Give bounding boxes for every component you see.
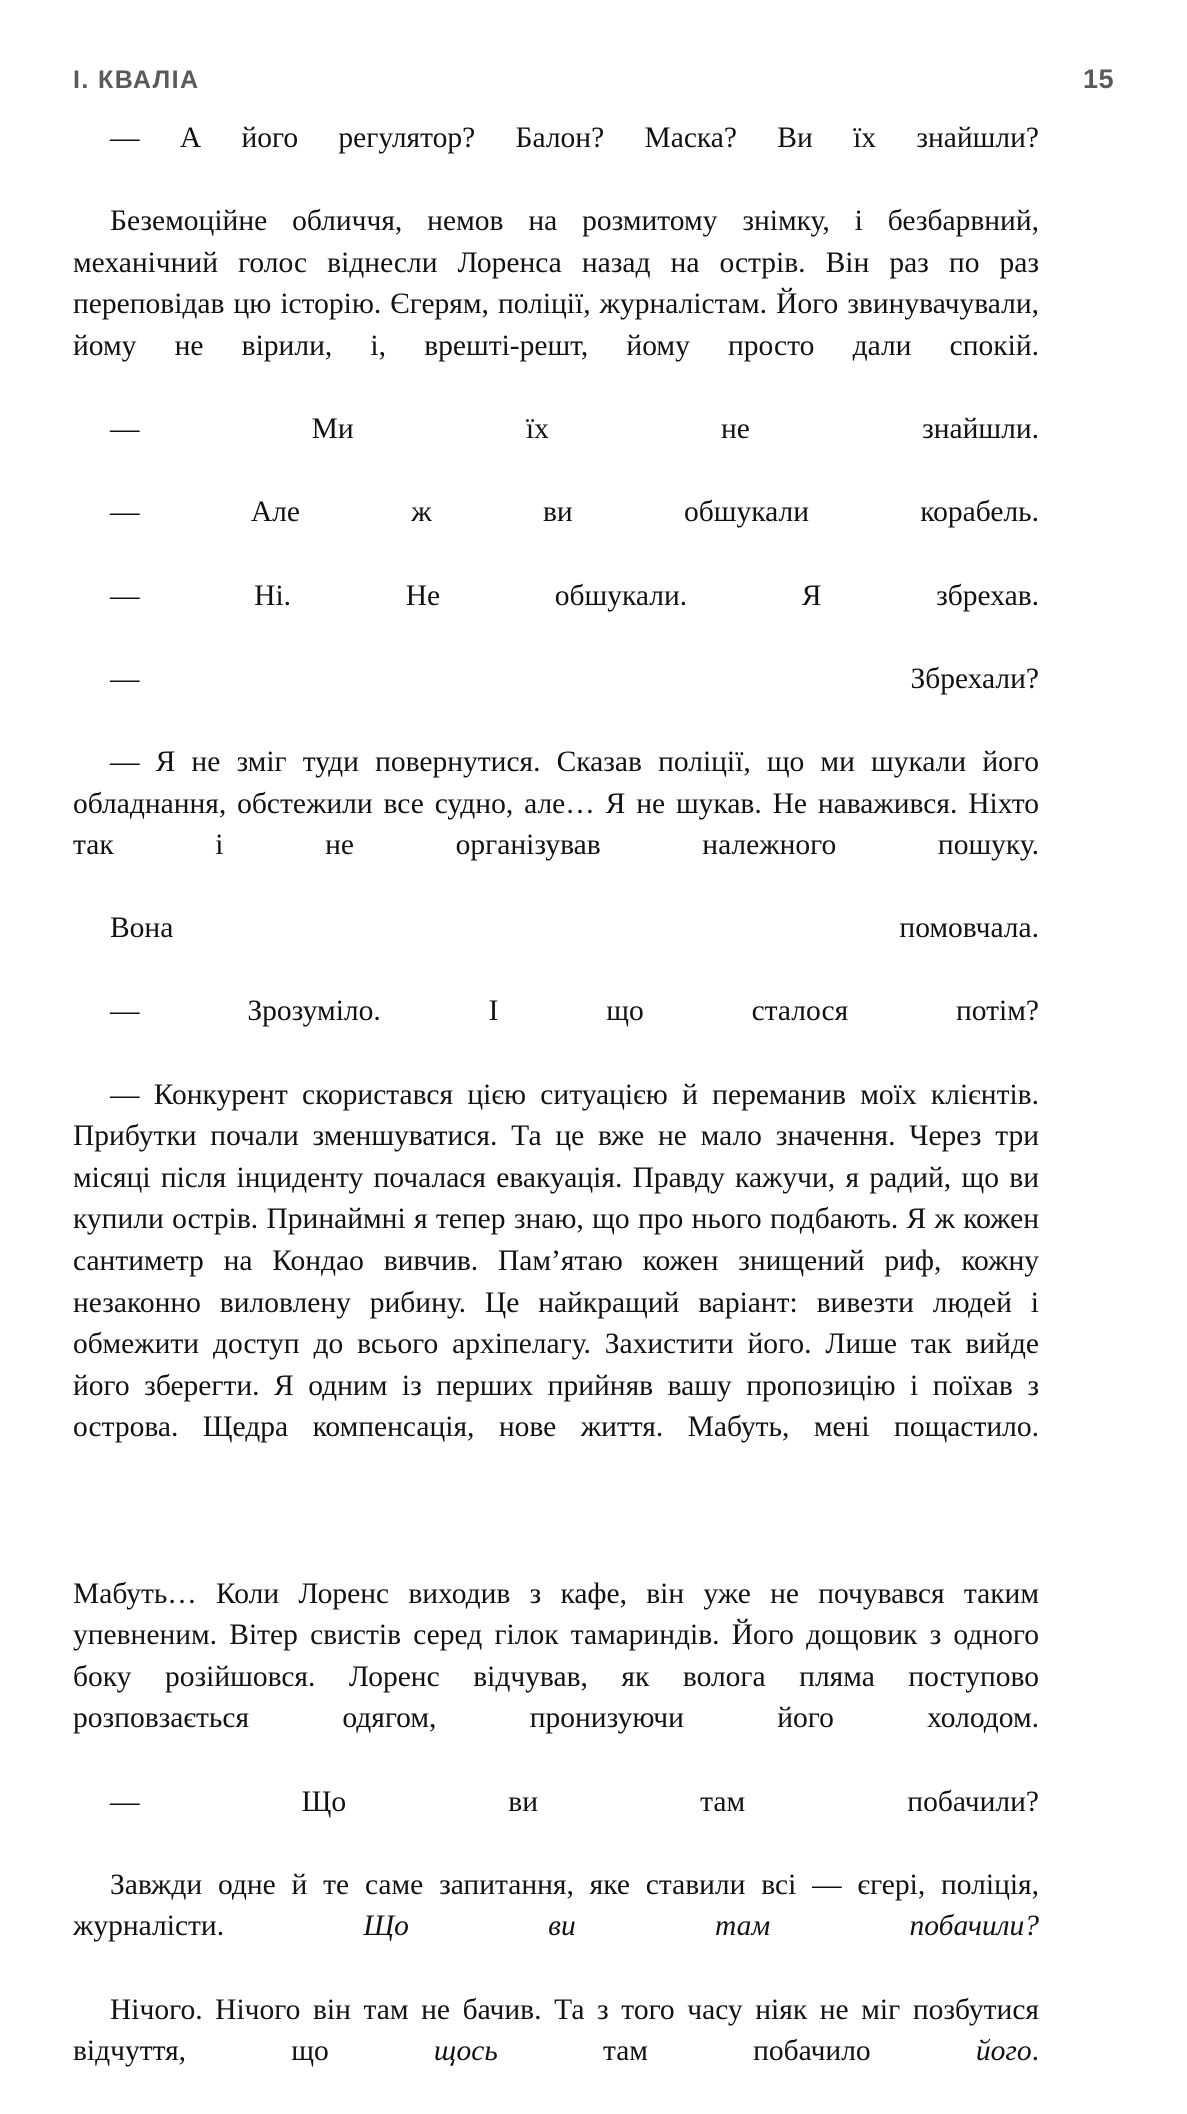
dialogue-paragraph: — Я не зміг туди повернутися. Сказав поліції, що ми шукали його обладнання, обстежили все судно, але… Я не шукав. Не наважився. Ніхто так і не організував належного пошуку. xyxy=(73,745,1039,862)
emphasis-run: щось xyxy=(433,2035,498,2068)
narrative-paragraph: Беземоційне обличчя, немов на розмитому знімку, і безбарвний, механічний голос віднесли Лоренса назад на острів. Він раз по раз переповідав цю історію. Єгерям, поліції, журналістам. Його звинувачували, йому не вірили, і, врешті-решт, йому просто дали спокій. xyxy=(73,205,1039,362)
dialogue-paragraph: — Конкурент скористався цією ситуацією й переманив моїх клієнтів. Прибутки почали зменшуватися. Та це вже не мало значення. Через три місяці після інциденту почалася евакуація. Правду кажучи, я радий, що ви купили острів. Принаймні я тепер знаю, що про нього подбають. Я ж кожен сантиметр на Кондао вивчив. Пам’ятаю кожен знищений риф, кожну незаконно виловлену рибину. Це найкращий варіант: вивезти людей і обмежити доступ до всього архіпелагу. Захистити його. Лише так вийде його зберегти. Я одним із перших прийняв вашу пропозицію і поїхав з острова. Щедра компенсація, нове життя. Мабуть, мені пощастило. xyxy=(73,1078,1039,1444)
text-run: Завжди одне й те саме запитання, яке ставили всі — єгері, поліція, журналісти. xyxy=(73,1868,1039,1943)
text-run: . xyxy=(1031,2035,1039,2068)
page-number: 15 xyxy=(1082,64,1114,94)
narrative-paragraph xyxy=(73,1865,1039,1990)
dialogue-paragraph: — Але ж ви обшукали корабель. xyxy=(110,496,1039,529)
dialogue-paragraph: — Ні. Не обшукали. Я збрехав. xyxy=(110,579,1039,612)
chapter-title: I. КВАЛІА xyxy=(73,66,200,94)
text-run: там побачило xyxy=(497,2035,976,2068)
narrative-paragraph: Мабуть… Коли Лоренс виходив з кафе, він уже не почувався таким упевненим. Вітер свистів серед гілок тамариндів. Його дощовик з одного боку розійшовся. Лоренс відчував, як волога пляма поступово розповзається одягом, пронизуючи його холодом. xyxy=(73,1577,1039,1735)
text-run: Нічого. Нічого він там не бачив. Та з того часу ніяк не міг позбутися відчуття, що xyxy=(73,1993,1039,2068)
running-head xyxy=(73,64,1114,104)
dialogue-paragraph: — Ми їх не знайшли. xyxy=(110,413,1039,446)
narrative-paragraph xyxy=(73,1990,1039,2114)
emphasis-run: його xyxy=(975,2035,1032,2068)
dialogue-paragraph: — Що ви там побачили? xyxy=(110,1785,1039,1818)
body-text-block xyxy=(73,118,1039,2114)
narrative-paragraph: Вона помовчала. xyxy=(110,912,1039,945)
dialogue-paragraph: — А його регулятор? Балон? Маска? Ви їх знайшли? xyxy=(110,122,1039,154)
dialogue-paragraph: — Збрехали? xyxy=(110,662,1039,695)
emphasis-run: Що ви там побачили? xyxy=(363,1910,1040,1943)
dialogue-paragraph: — Зрозуміло. І що сталося потім? xyxy=(110,995,1039,1028)
section-break xyxy=(73,1491,1039,1574)
